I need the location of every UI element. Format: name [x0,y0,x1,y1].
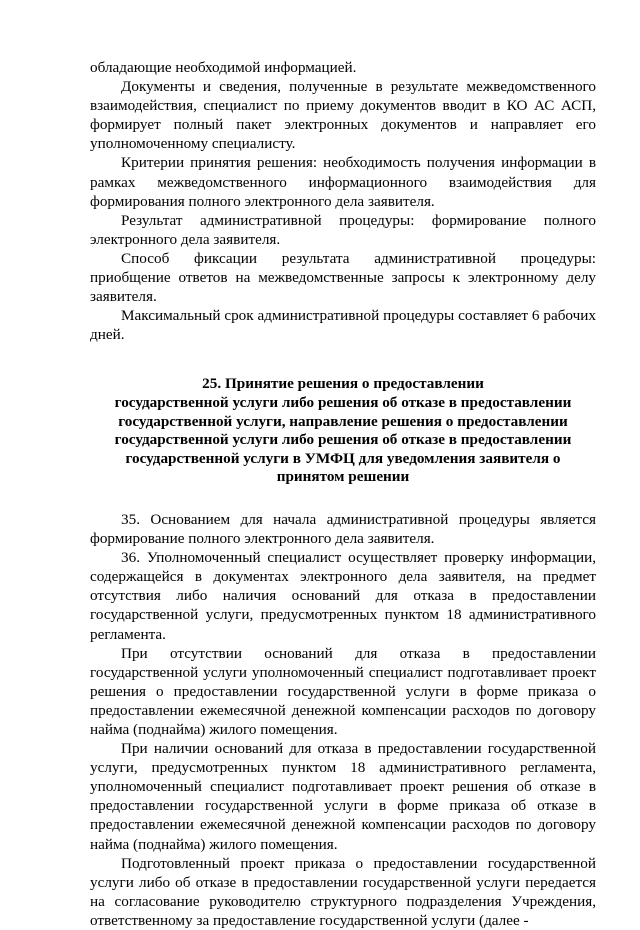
paragraph-refusal-grounds: При наличии оснований для отказа в предоставлении государственной услуги, предусмотренных пунктом 18 административного регламента, уполномоченный специалист подготавливает проект решения об отказе в предоставлении государственной услуги в форме приказа об отказе в предоставлении ежемесячной денежной компенсации расходов по договору найма (поднайма) жилого помещения. [90,740,596,853]
section-heading-line: государственной услуги в УМФЦ для уведомления заявителя о [125,449,561,467]
section-heading-line: государственной услуги либо решения об отказе в предоставлении [114,394,572,411]
section-heading-line: 25. Принятие решения о предоставлении [202,375,484,393]
section-heading-line: государственной услуги либо решения об отказе в предоставлении [114,431,572,449]
paragraph-interagency-documents: Документы и сведения, полученные в результате межведомственного взаимодействия, специалист по приему документов вводит в КО АС АСП, формирует полный пакет электронных документов и направляет его уполномоченному специалисту. [90,78,596,153]
paragraph-max-duration: Максимальный срок административной процедуры составляет 6 рабочих дней. [90,307,596,344]
paragraph-result-fixation: Способ фиксации результата административной процедуры: приобщение ответов на межведомственные запросы к электронному делу заявителя. [90,249,596,306]
paragraph-no-refusal-grounds: При отсутствии оснований для отказа в предоставлении государственной услуги уполномоченный специалист подготавливает проект решения о предоставлении государственной услуги в форме приказа о предоставлении ежемесячной денежной компенсации расходов по договору найма (поднайма) жилого помещения. [90,644,596,738]
paragraph-continuation: обладающие необходимой информацией. [90,59,357,76]
section-heading-line: государственной услуги, направление решения о предоставлении [118,412,568,430]
section-heading-line: принятом решении [276,468,410,486]
document-body [90,58,596,930]
paragraph-decision-criteria: Критерии принятия решения: необходимость получения информации в рамках межведомственного информационного взаимодействия для формирования полного электронного дела заявителя. [90,154,596,210]
paragraph-procedure-result: Результат административной процедуры: формирование полного электронного дела заявителя. [90,211,596,248]
section-heading [90,375,596,487]
paragraph-item-35: 35. Основанием для начала административной процедуры является формирование полного электронного дела заявителя. [90,510,596,548]
paragraph-item-36: 36. Уполномоченный специалист осуществляет проверку информации, содержащейся в документах электронного дела заявителя, на предмет отсутствия либо наличия оснований для отказа в предоставлении государственной услуги, предусмотренных пунктом 18 административного регламента. [90,549,596,643]
paragraph-draft-approval: Подготовленный проект приказа о предоставлении государственной услуги либо об отказе в предоставлении государственной услуги передается на согласование руководителю структурного подразделения Учреждения, ответственному за предоставление государственной услуги (далее - [90,854,596,929]
